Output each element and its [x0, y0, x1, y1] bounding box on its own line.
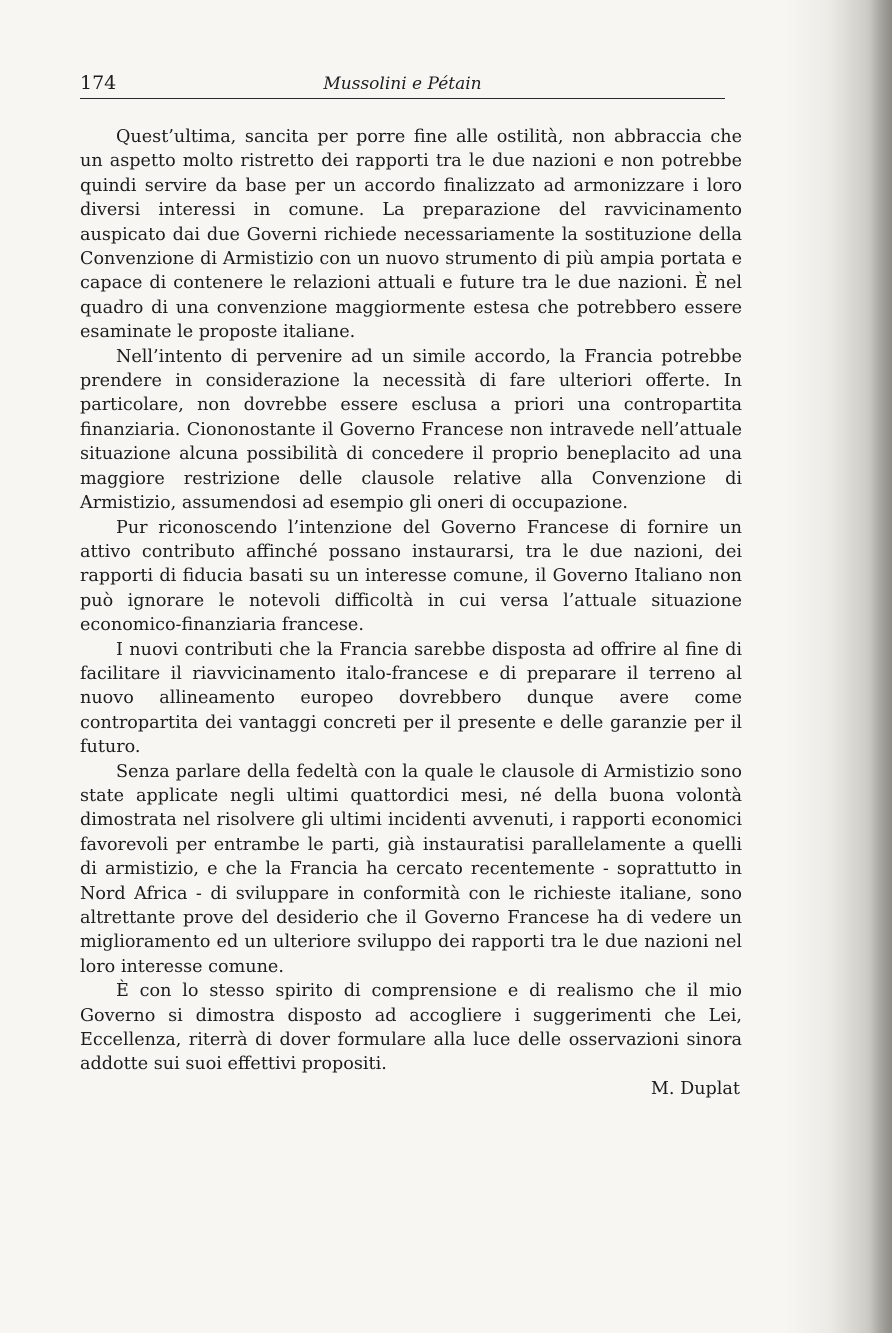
- signature: M. Duplat: [650, 1078, 740, 1099]
- paragraph: Senza parlare della fedeltà con la quale le clausole di Armistizio sono state applicate negli ultimi quattordici mesi, né della buona volontà dimostrata nel risolvere gli ultimi incidenti avvenuti, i rapporti economici favorevoli per entrambe le parti, già instauratisi parallelamente a quelli di armistizio, e che la Francia ha cercato recentemente - soprattutto in Nord Africa - di sviluppare in conformità con le richieste italiane, sono altrettante prove del desiderio che il Governo Francese ha di vedere un miglioramento ed un ulteriore sviluppo dei rapporti tra le due nazioni nel loro interesse comune.: [80, 761, 742, 977]
- paragraph: È con lo stesso spirito di comprensione e di realismo che il mio Governo si dimostra disposto ad accogliere i suggerimenti che Lei, Eccellenza, riterrà di dover formulare alla luce delle osservazioni sinora addotte sui suoi effettivi propositi.: [80, 981, 742, 1075]
- running-title: Mussolini e Pétain: [323, 74, 482, 94]
- paragraph: Nell’intento di pervenire ad un simile accordo, la Francia potrebbe prendere in considerazione la necessità di fare ulteriori offerte. In particolare, non dovrebbe essere esclusa a priori una contropartita finanziaria. Ciononostante il Governo Francese non intravede nell’attuale situazione alcuna possibilità di concedere il proprio beneplacito ad una maggiore restrizione delle clausole relative alla Convenzione di Armistizio, assumendosi ad esempio gli oneri di occupazione.: [80, 346, 742, 514]
- page-number: 174: [80, 72, 117, 94]
- page-header: [80, 70, 725, 99]
- paragraph: I nuovi contributi che la Francia sarebbe disposta ad offrire al fine di facilitare il riavvicinamento italo-francese e di preparare il terreno al nuovo allineamento europeo dovrebbero dunque avere come contropartita dei vantaggi concreti per il presente e delle garanzie per il futuro.: [80, 639, 742, 758]
- page-edge-shadow: [870, 0, 892, 1333]
- paragraph: Pur riconoscendo l’intenzione del Governo Francese di fornire un attivo contributo affinché possano instaurarsi, tra le due nazioni, dei rapporti di fiducia basati su un interesse comune, il Governo Italiano non può ignorare le notevoli difficoltà in cui versa l’attuale situazione economico-finanziaria francese.: [80, 517, 742, 636]
- body-text: [80, 125, 742, 1101]
- paragraph: Quest’ultima, sancita per porre fine alle ostilità, non abbraccia che un aspetto molto ristretto dei rapporti tra le due nazioni e non potrebbe quindi servire da base per un accordo finalizzato ad armonizzare i loro diversi interessi in comune. La preparazione del ravvicinamento auspicato dai due Governi richiede necessariamente la sostituzione della Convenzione di Armistizio con un nuovo strumento di più ampia portata e capace di contenere le relazioni attuali e future tra le due nazioni. È nel quadro di una convenzione maggiormente estesa che potrebbero essere esaminate le proposte italiane.: [80, 127, 742, 343]
